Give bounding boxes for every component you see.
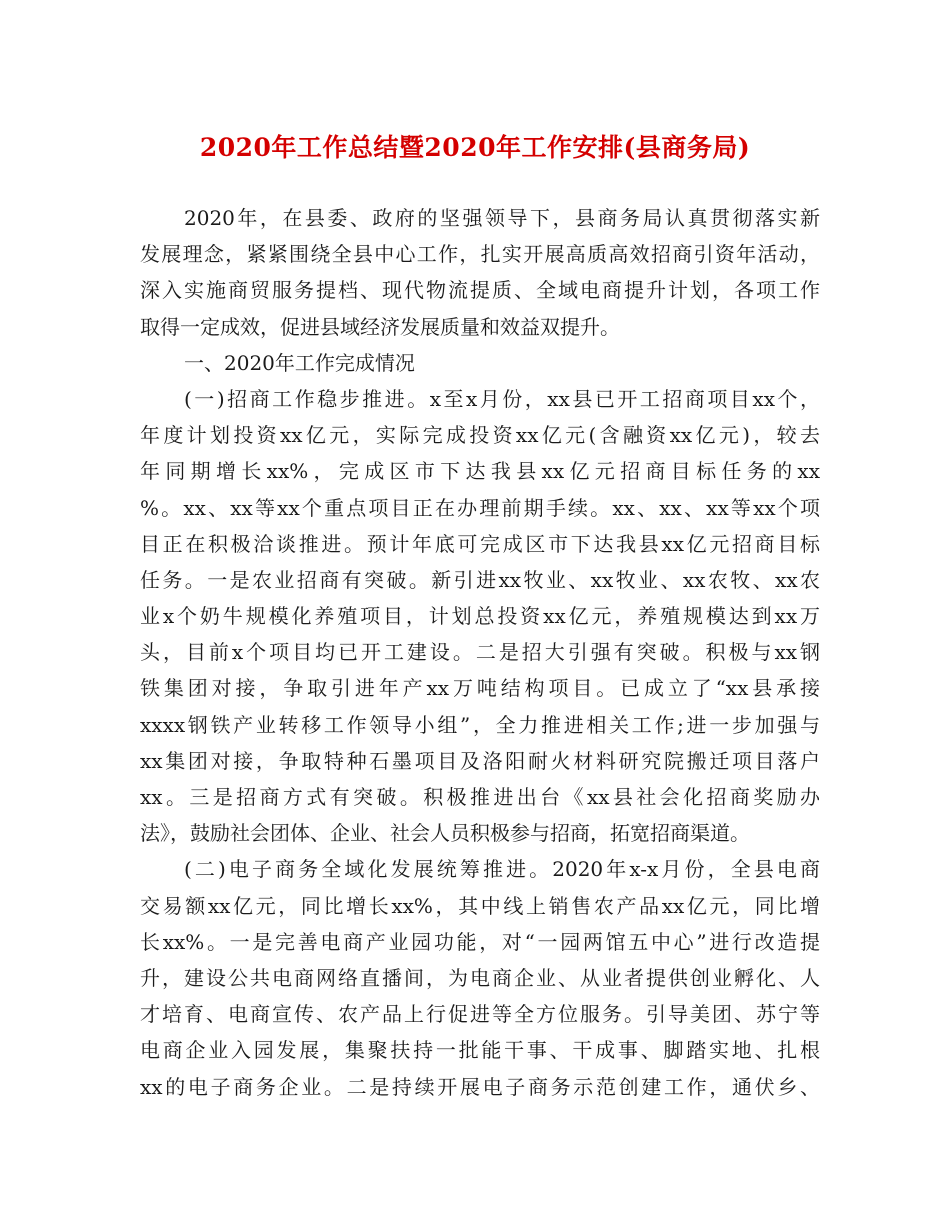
text-line: (一)招商工作稳步推进。x至x月份，xx县已开工招商项目xx个， [184, 386, 820, 411]
text-line: 任务。一是农业招商有突破。新引进xx牧业、xx牧业、xx农牧、xx农 [140, 567, 820, 592]
document-body [140, 200, 820, 1105]
text-line: 2020年，在县委、政府的坚强领导下，县商务局认真贯彻落实新 [184, 206, 820, 230]
text-line: 业x个奶牛规模化养殖项目，计划总投资xx亿元，养殖规模达到xx万 [140, 604, 820, 629]
text-line: 电商企业入园发展，集聚扶持一批能干事、干成事、脚踏实地、扎根 [140, 1038, 820, 1063]
text-line: (二)电子商务全域化发展统筹推进。2020年x-x月份，全县电商 [184, 857, 820, 882]
text-line: xx集团对接，争取特种石墨项目及洛阳耐火材料研究院搬迁项目落户 [140, 748, 820, 773]
text-line: 年同期增长xx%，完成区市下达我县xx亿元招商目标任务的xx [140, 459, 820, 484]
text-line: 深入实施商贸服务提档、现代物流提质、全域电商提升计划，各项工作 [140, 278, 820, 303]
text-line: 取得一定成效，促进县域经济发展质量和效益双提升。 [140, 314, 620, 339]
text-line: xx的电子商务企业。二是持续开展电子商务示范创建工作，通伏乡、 [140, 1074, 820, 1099]
text-line: 法》，鼓励社会团体、企业、社会人员积极参与招商，拓宽招商渠道。 [140, 821, 750, 846]
text-line: 头，目前x个项目均已开工建设。二是招大引强有突破。积极与xx钢 [140, 640, 820, 665]
text-line: 一、2020年工作完成情况 [184, 350, 415, 375]
text-line: 交易额xx亿元，同比增长xx%，其中线上销售农产品xx亿元，同比增 [140, 893, 820, 918]
text-line: 目正在积极洽谈推进。预计年底可完成区市下达我县xx亿元招商目标 [140, 531, 820, 556]
document-title: 2020年工作总结暨2020年工作安排(县商务局) [199, 133, 751, 162]
text-line: 才培育、电商宣传、农产品上行促进等全方位服务。引导美团、苏宁等 [140, 1002, 820, 1027]
text-line: 长xx%。一是完善电商产业园功能，对“一园两馆五中心”进行改造提 [140, 929, 820, 954]
text-line: 升，建设公共电商网络直播间，为电商企业、从业者提供创业孵化、人 [140, 965, 820, 990]
text-line: 铁集团对接，争取引进年产xx万吨结构项目。已成立了“xx县承接 [140, 676, 820, 701]
text-line: xxxx钢铁产业转移工作领导小组”，全力推进相关工作;进一步加强与 [140, 712, 820, 737]
text-line: %。xx、xx等xx个重点项目正在办理前期手续。xx、xx、xx等xx个项 [140, 495, 820, 520]
text-line: 年度计划投资xx亿元，实际完成投资xx亿元(含融资xx亿元)，较去 [140, 423, 820, 448]
text-line: 发展理念，紧紧围绕全县中心工作，扎实开展高质高效招商引资年活动， [140, 242, 820, 267]
text-line: xx。三是招商方式有突破。积极推进出台《xx县社会化招商奖励办 [140, 785, 820, 809]
